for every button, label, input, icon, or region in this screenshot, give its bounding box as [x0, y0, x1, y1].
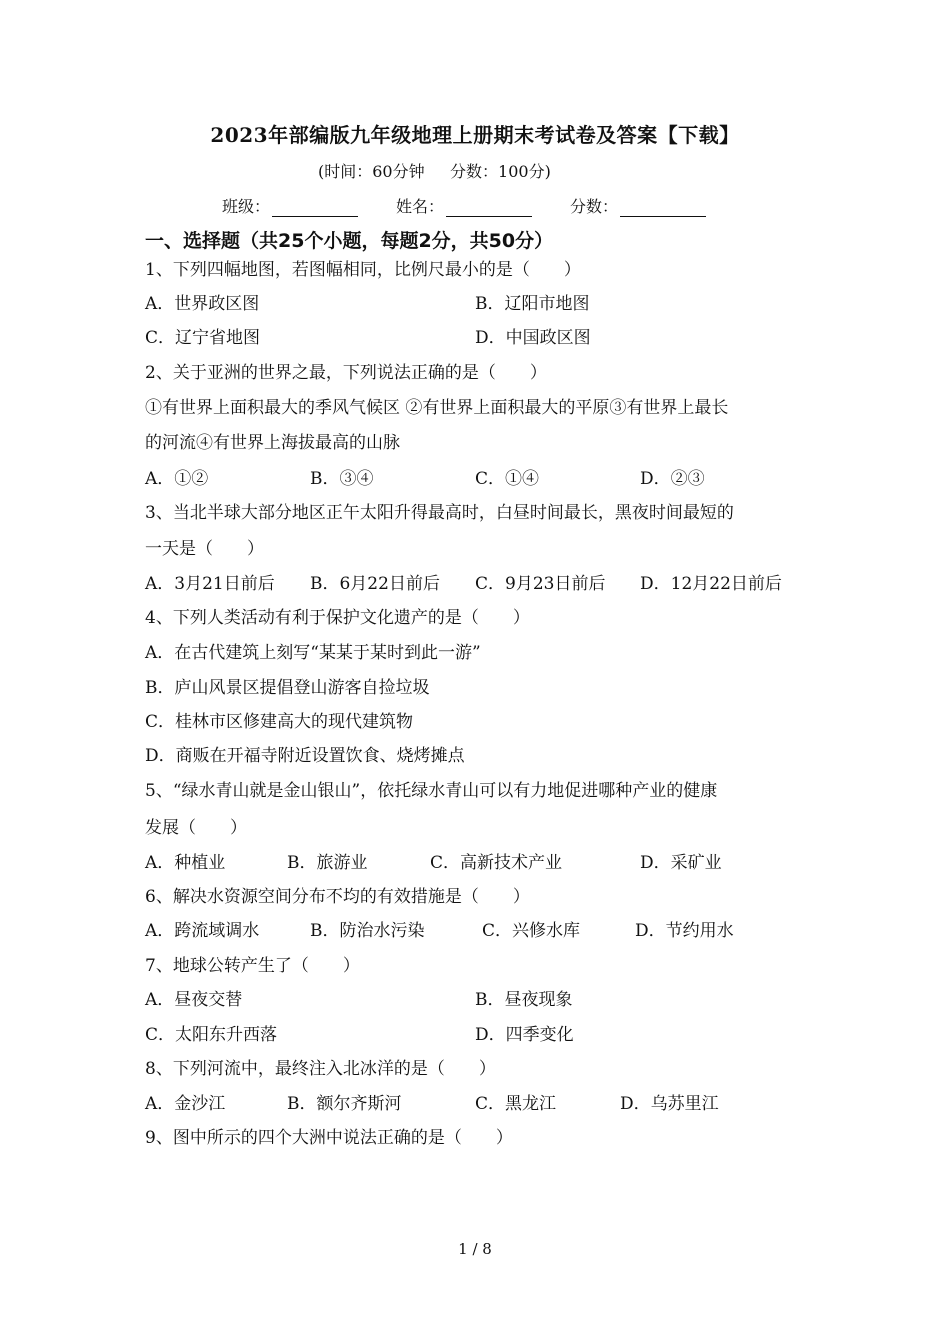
- question-3-option-c: C．9月23日前后: [475, 574, 606, 594]
- question-7-option-c: C．太阳东升西落: [145, 1025, 278, 1045]
- question-7-option-a: A．昼夜交替: [145, 990, 243, 1010]
- question-6-option-a: A．跨流域调水: [145, 921, 260, 941]
- question-3-option-b: B．6月22日前后: [310, 574, 440, 594]
- question-4-stem: 4、下列人类活动有利于保护文化遗产的是（ ）: [145, 608, 530, 628]
- question-3-stem: 3、当北半球大部分地区正午太阳升得最高时，白昼时间最长，黑夜时间最短的: [145, 503, 734, 523]
- name-field: [396, 194, 532, 217]
- question-7-stem: 7、地球公转产生了（ ）: [145, 956, 360, 976]
- class-blank[interactable]: [272, 200, 358, 217]
- student-info-fields: [222, 194, 744, 217]
- question-2-option-d: D．②③: [640, 469, 705, 489]
- question-6-option-c: C．兴修水库: [482, 921, 581, 941]
- question-2-stem-line-3: 的河流④有世界上海拔最高的山脉: [145, 433, 400, 453]
- page-title: 2023年部编版九年级地理上册期末考试卷及答案【下载】: [210, 123, 740, 147]
- question-5-option-d: D．采矿业: [640, 853, 722, 873]
- score-blank[interactable]: [620, 200, 706, 217]
- class-field: [222, 194, 358, 217]
- question-6-option-b: B．防治水污染: [310, 921, 425, 941]
- page-number: 1 / 8: [458, 1240, 492, 1258]
- question-5-option-c: C．高新技术产业: [430, 853, 563, 873]
- question-4-option-a: A．在古代建筑上刻写“某某于某时到此一游”: [145, 643, 481, 663]
- question-8-option-b: B．额尔齐斯河: [287, 1094, 402, 1114]
- question-6-option-d: D．节约用水: [635, 921, 734, 941]
- score-field: [570, 194, 706, 217]
- question-8-option-d: D．乌苏里江: [620, 1094, 719, 1114]
- question-4-option-c: C．桂林市区修建高大的现代建筑物: [145, 712, 414, 732]
- question-3-option-a: A．3月21日前后: [145, 574, 275, 594]
- exam-time-score: (时间：60分钟 分数：100分): [318, 162, 551, 181]
- question-1-option-b: B．辽阳市地图: [475, 294, 590, 314]
- question-4-option-b: B．庐山风景区提倡登山游客自捡垃圾: [145, 678, 430, 698]
- question-2-stem-line-2: ①有世界上面积最大的季风气候区 ②有世界上面积最大的平原③有世界上最长: [145, 398, 729, 418]
- question-8-option-c: C．黑龙江: [475, 1094, 557, 1114]
- question-6-stem: 6、解决水资源空间分布不均的有效措施是（ ）: [145, 887, 530, 907]
- question-7-option-d: D．四季变化: [475, 1025, 574, 1045]
- question-7-option-b: B．昼夜现象: [475, 990, 573, 1010]
- question-3-stem-line-2: 一天是（ ）: [145, 539, 264, 559]
- question-2-option-a: A．①②: [145, 469, 209, 489]
- score-label: 分数：: [570, 197, 619, 216]
- question-1-stem: 1、下列四幅地图，若图幅相同，比例尺最小的是（ ）: [145, 260, 581, 280]
- question-1-option-c: C．辽宁省地图: [145, 328, 261, 348]
- question-8-option-a: A．金沙江: [145, 1094, 226, 1114]
- question-8-stem: 8、下列河流中，最终注入北冰洋的是（ ）: [145, 1059, 496, 1079]
- question-5-option-b: B．旅游业: [287, 853, 368, 873]
- question-4-option-d: D．商贩在开福寺附近设置饮食、烧烤摊点: [145, 746, 465, 766]
- question-2-option-b: B．③④: [310, 469, 374, 489]
- section-heading: 一、选择题（共25个小题，每题2分，共50分）: [145, 230, 554, 252]
- name-label: 姓名：: [396, 197, 445, 216]
- name-blank[interactable]: [446, 200, 532, 217]
- question-5-option-a: A．种植业: [145, 853, 226, 873]
- question-5-stem: 5、“绿水青山就是金山银山”，依托绿水青山可以有力地促进哪种产业的健康: [145, 781, 718, 801]
- question-1-option-a: A．世界政区图: [145, 294, 260, 314]
- question-5-stem-line-2: 发展（ ）: [145, 818, 247, 838]
- question-2-option-c: C．①④: [475, 469, 540, 489]
- question-3-option-d: D．12月22日前后: [640, 574, 782, 594]
- question-2-stem: 2、关于亚洲的世界之最，下列说法正确的是（ ）: [145, 363, 547, 383]
- class-label: 班级：: [222, 197, 271, 216]
- question-1-option-d: D．中国政区图: [475, 328, 591, 348]
- question-9-stem: 9、图中所示的四个大洲中说法正确的是（ ）: [145, 1128, 513, 1148]
